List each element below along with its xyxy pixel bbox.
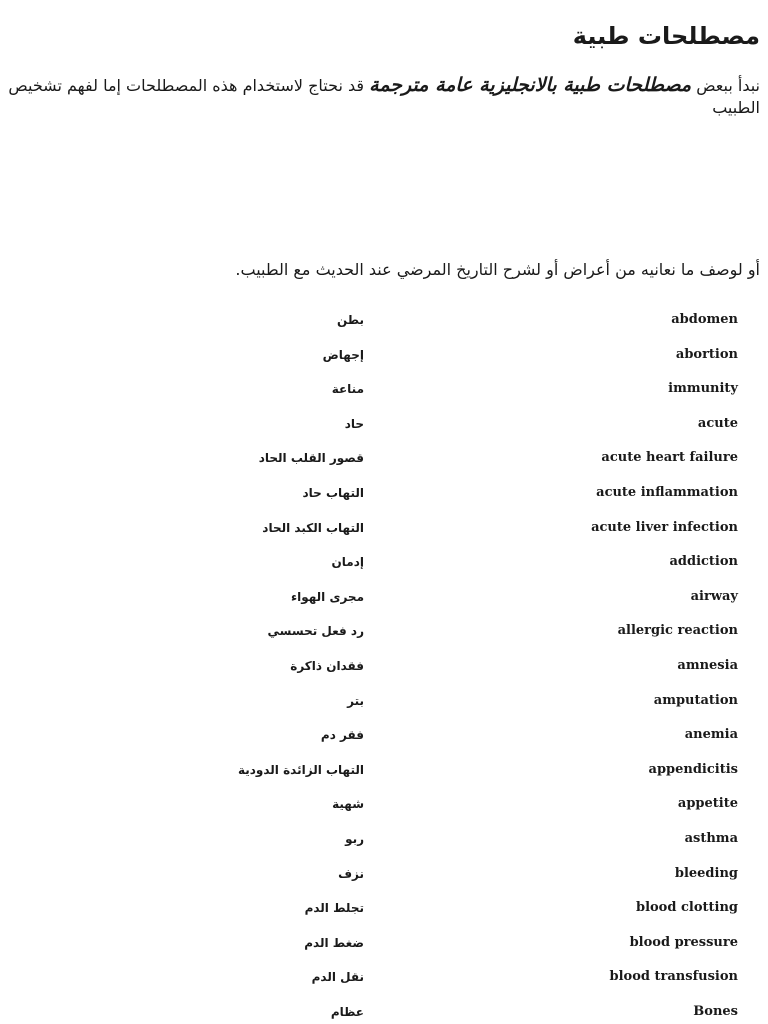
intro-emphasis: مصطلحات طبية بالانجليزية عامة مترجمة	[369, 74, 692, 96]
intro-suffix: قد نحتاج لاستخدام هذه المصطلحات إما لفهم تشخيص الطبيب	[8, 76, 760, 117]
term-english: appetite	[677, 796, 738, 812]
term-row	[0, 414, 768, 449]
term-row	[0, 933, 768, 968]
term-arabic: إجهاض	[322, 347, 364, 362]
term-arabic: عظام	[330, 1004, 364, 1019]
term-arabic: بتر	[347, 693, 364, 708]
term-english: bleeding	[674, 865, 738, 881]
term-row	[0, 794, 768, 829]
term-arabic: رد فعل تحسسي	[267, 624, 364, 639]
term-arabic: ربو	[345, 831, 364, 846]
intro-second-paragraph: أو لوصف ما نعانيه من أعراض أو لشرح التاريخ المرضي عند الحديث مع الطبيب.	[235, 260, 760, 279]
term-arabic: قصور القلب الحاد	[258, 451, 364, 466]
term-english: anemia	[684, 727, 738, 743]
term-arabic: مناعة	[331, 382, 364, 397]
term-arabic: فقر دم	[320, 728, 364, 743]
term-arabic: ضغط الدم	[304, 935, 364, 950]
term-row	[0, 1002, 768, 1024]
term-row	[0, 621, 768, 656]
term-arabic: فقدان ذاكرة	[290, 658, 364, 673]
term-row	[0, 587, 768, 622]
term-arabic: نزف	[338, 866, 364, 881]
term-english: blood transfusion	[609, 969, 738, 985]
term-english: appendicitis	[648, 761, 738, 777]
term-english: Bones	[693, 1003, 738, 1019]
term-row	[0, 656, 768, 691]
term-row	[0, 967, 768, 1002]
term-arabic: إدمان	[331, 555, 364, 570]
term-english: acute inflammation	[596, 484, 738, 500]
term-arabic: نقل الدم	[311, 970, 364, 985]
term-english: asthma	[684, 830, 738, 846]
term-arabic: التهاب الكبد الحاد	[262, 520, 364, 535]
term-english: blood pressure	[629, 934, 738, 950]
term-row	[0, 760, 768, 795]
term-english: acute heart failure	[601, 450, 738, 466]
term-english: addiction	[669, 554, 738, 570]
term-english: amputation	[653, 692, 738, 708]
term-arabic: شهية	[332, 797, 364, 812]
term-english: amnesia	[677, 657, 738, 673]
term-arabic: تجلط الدم	[304, 901, 364, 916]
intro-paragraph	[8, 74, 760, 119]
term-row	[0, 310, 768, 345]
term-row	[0, 483, 768, 518]
term-english: immunity	[668, 381, 738, 397]
term-arabic: التهاب حاد	[302, 485, 364, 500]
term-english: blood clotting	[635, 900, 738, 916]
term-arabic: حاد	[344, 416, 364, 431]
term-english: allergic reaction	[617, 623, 738, 639]
term-row	[0, 725, 768, 760]
term-row	[0, 829, 768, 864]
term-row	[0, 448, 768, 483]
term-row	[0, 552, 768, 587]
term-row	[0, 898, 768, 933]
term-english: abdomen	[671, 312, 738, 327]
term-english: acute liver infection	[591, 519, 738, 535]
term-arabic: بطن	[337, 313, 364, 327]
intro-prefix: نبدأ ببعض	[696, 76, 760, 95]
term-english: airway	[690, 588, 738, 604]
term-english: acute	[697, 415, 738, 431]
term-english: abortion	[675, 346, 738, 362]
terms-list	[0, 310, 768, 1024]
term-row	[0, 691, 768, 726]
term-row	[0, 518, 768, 553]
term-arabic: التهاب الزائدة الدودية	[237, 762, 364, 777]
term-row	[0, 345, 768, 380]
term-row	[0, 864, 768, 899]
page-title: مصطلحات طبية	[572, 22, 760, 50]
term-row	[0, 379, 768, 414]
term-arabic: مجرى الهواء	[290, 589, 364, 604]
